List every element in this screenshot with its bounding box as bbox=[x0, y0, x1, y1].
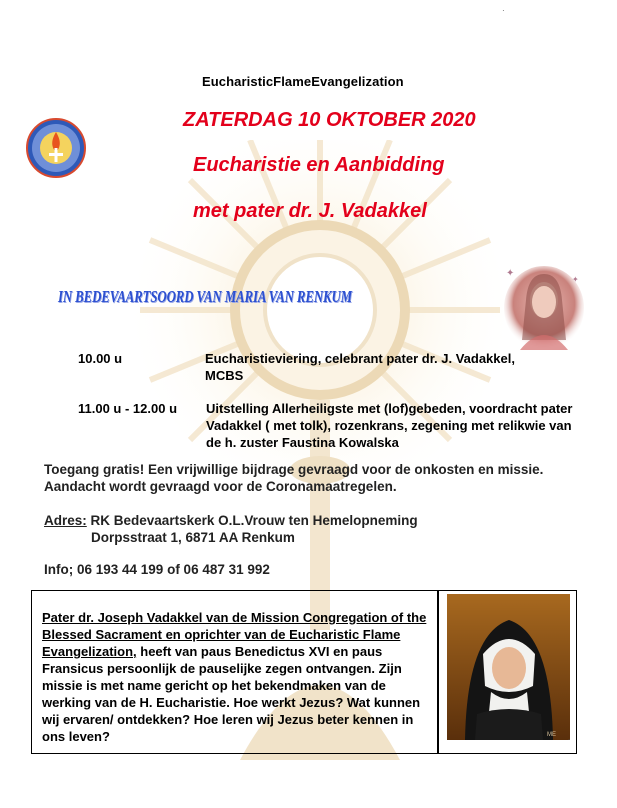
bio-heading: Pater dr. Joseph Vadakkel van de Mission Congregation of the Blessed Sacrament en oprichter van de Eucharistic Flame Evangelization, bbox=[42, 610, 427, 659]
location-banner: IN BEDEVAARTSOORD VAN MARIA VAN RENKUM bbox=[58, 287, 352, 306]
event-date: ZATERDAG 10 OKTOBER 2020 bbox=[183, 109, 476, 131]
schedule-description: Eucharistieviering, celebrant pater dr. J. Vadakkel, MCBS bbox=[205, 351, 515, 383]
event-subtitle: Eucharistie en Aanbidding bbox=[193, 154, 445, 176]
corner-mark: · bbox=[502, 6, 505, 15]
address-street: RK Bedevaartskerk O.L.Vrouw ten Hemelopneming bbox=[90, 513, 418, 528]
photo-caption-mark: ME bbox=[547, 732, 556, 738]
svg-text:✦: ✦ bbox=[506, 268, 515, 279]
bio-text bbox=[42, 609, 432, 745]
address-label: Adres: bbox=[44, 513, 87, 528]
organization-name: EucharisticFlameEvangelization bbox=[202, 74, 404, 89]
address-line-1 bbox=[44, 512, 418, 529]
schedule-time: 11.00 u - 12.00 u bbox=[78, 401, 178, 416]
saint-faustina-photo bbox=[447, 594, 570, 740]
schedule-description: Uitstelling Allerheiligste met (lof)gebeden, voordracht pater Vadakkel ( met tolk), rozenkrans, zegening met relikwie van de h. zuster Faustina Kowalska bbox=[206, 401, 573, 450]
contact-phone: Info; 06 193 44 199 of 06 487 31 992 bbox=[44, 562, 270, 577]
svg-text:✦: ✦ bbox=[572, 275, 579, 284]
corner-mark: . bbox=[568, 733, 571, 742]
eucharistic-flame-logo-icon bbox=[26, 118, 86, 178]
address-line-2: Dorpsstraat 1, 6871 AA Renkum bbox=[91, 530, 295, 545]
schedule-time: 10.00 u bbox=[78, 351, 123, 366]
bio-box-divider bbox=[437, 590, 439, 754]
jesus-portrait-image bbox=[500, 260, 588, 350]
entry-notice: Toegang gratis! Een vrijwillige bijdrage gevraagd voor de onkosten en missie. Aandacht wordt gevraagd voor de Coronamaatregelen. bbox=[44, 462, 544, 494]
bio-body: heeft van paus Benedictus XVI en paus Fransicus persoonlijk de pauselijke zegen ontvangen. Zijn missie is met name gericht op het bekendmaken van de werking van de H. Eucharistie. Hoe werkt Jezus? Wat kunnen wij ervaren/ ontdekken? Hoe leren wij Jezus beter kennen in ons leven? bbox=[42, 644, 421, 744]
event-speaker: met pater dr. J. Vadakkel bbox=[193, 200, 427, 222]
